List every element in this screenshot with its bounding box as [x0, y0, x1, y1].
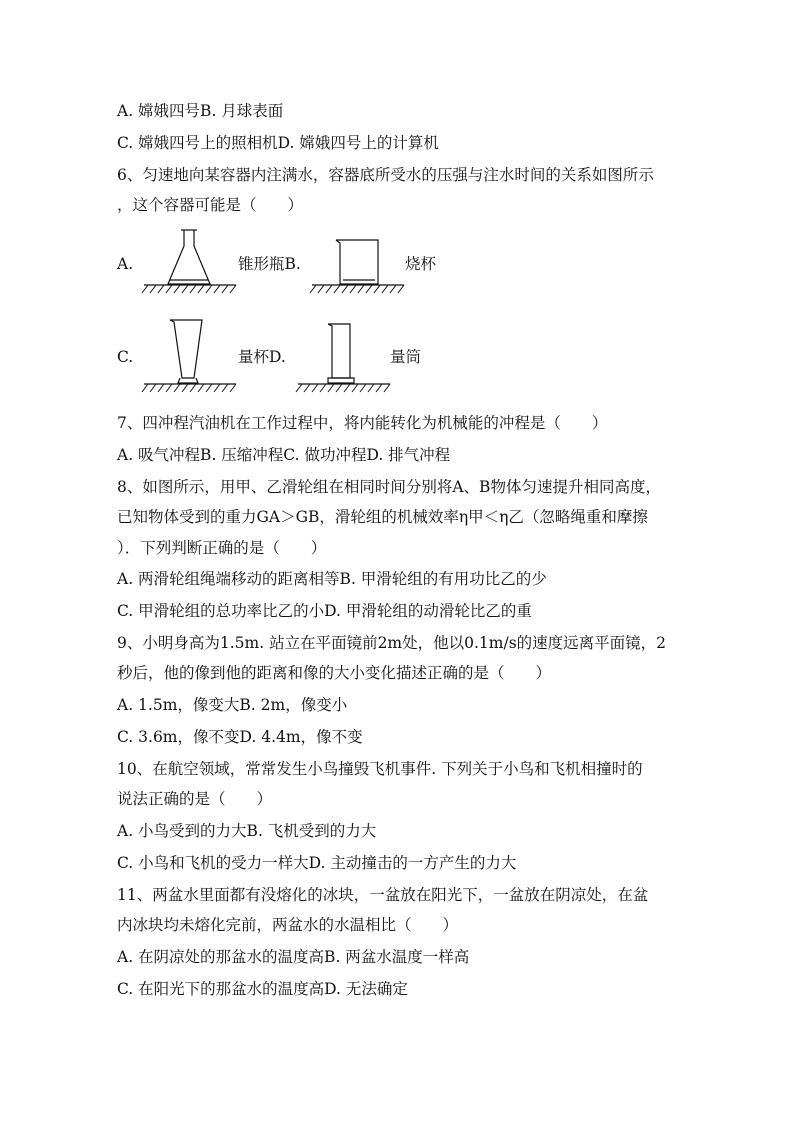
q6-option-a-prefix: A. — [117, 255, 134, 273]
q9-options-cd: C. 3.6m，像不变D. 4.4m，像不变 — [117, 728, 363, 746]
q6-option-a-label: 锥形瓶B. — [238, 255, 301, 273]
q8-stem-line1: 8、如图所示，用甲、乙滑轮组在相同时间分别将A、B物体匀速提升相同高度， — [117, 478, 661, 496]
q7-stem: 7、四冲程汽油机在工作过程中，将内能转化为机械能的冲程是（ ） — [117, 414, 608, 432]
q10-stem-line1: 10、在航空领域，常常发生小鸟撞毁飞机事件. 下列关于小鸟和飞机相撞时的 — [117, 760, 643, 778]
q10-options-ab: A. 小鸟受到的力大B. 飞机受到的力大 — [117, 822, 377, 840]
q6-option-c-prefix: C. — [117, 348, 134, 366]
q8-options-cd: C. 甲滑轮组的总功率比乙的小D. 甲滑轮组的动滑轮比乙的重 — [117, 602, 532, 620]
q6-stem-line1: 6、匀速地向某容器内注满水，容器底所受水的压强与注水时间的关系如图所示 — [117, 166, 654, 184]
q9-stem-line1: 9、小明身高为1.5m. 站立在平面镜前2m处，他以0.1m/s的速度远离平面镜，2 — [117, 634, 667, 652]
q6-option-c-label: 量杯D. — [238, 348, 286, 366]
q9-options-ab: A. 1.5m，像变大B. 2m，像变小 — [117, 696, 348, 714]
q5-options-cd: C. 嫦娥四号上的照相机D. 嫦娥四号上的计算机 — [117, 134, 439, 152]
q9-stem-line2: 秒后，他的像到他的距离和像的大小变化描述正确的是（ ） — [117, 664, 552, 682]
beaker-figure — [308, 224, 408, 298]
measuring-cup-figure — [140, 316, 240, 396]
q8-stem-line3: ）．下列判断正确的是（ ） — [117, 539, 327, 557]
q6-stem-line2: ，这个容器可能是（ ） — [117, 196, 304, 214]
q7-options: A. 吸气冲程B. 压缩冲程C. 做功冲程D. 排气冲程 — [117, 446, 451, 464]
q5-options-ab: A. 嫦娥四号B. 月球表面 — [117, 102, 284, 120]
q11-stem-line1: 11、两盆水里面都有没熔化的冰块，一盆放在阳光下，一盆放在阴凉处，在盆 — [117, 886, 649, 904]
q11-options-cd: C. 在阳光下的那盆水的温度高D. 无法确定 — [117, 980, 408, 998]
q6-option-b-label: 烧杯 — [405, 255, 437, 273]
q8-stem-line2: 已知物体受到的重力GA＞GB，滑轮组的机械效率η甲＜η乙（忽略绳重和摩擦 — [117, 508, 648, 526]
q10-options-cd: C. 小鸟和飞机的受力一样大D. 主动撞击的一方产生的力大 — [117, 854, 517, 872]
q6-option-d-label: 量筒 — [390, 348, 422, 366]
q10-stem-line2: 说法正确的是（ ） — [117, 790, 273, 808]
erlenmeyer-flask-figure — [140, 224, 240, 298]
q11-options-ab: A. 在阴凉处的那盆水的温度高B. 两盆水温度一样高 — [117, 948, 470, 966]
graduated-cylinder-figure — [294, 316, 394, 396]
q8-options-ab: A. 两滑轮组绳端移动的距离相等B. 甲滑轮组的有用功比乙的少 — [117, 570, 547, 588]
q11-stem-line2: 内冰块均未熔化完前，两盆水的水温相比（ ） — [117, 916, 459, 934]
